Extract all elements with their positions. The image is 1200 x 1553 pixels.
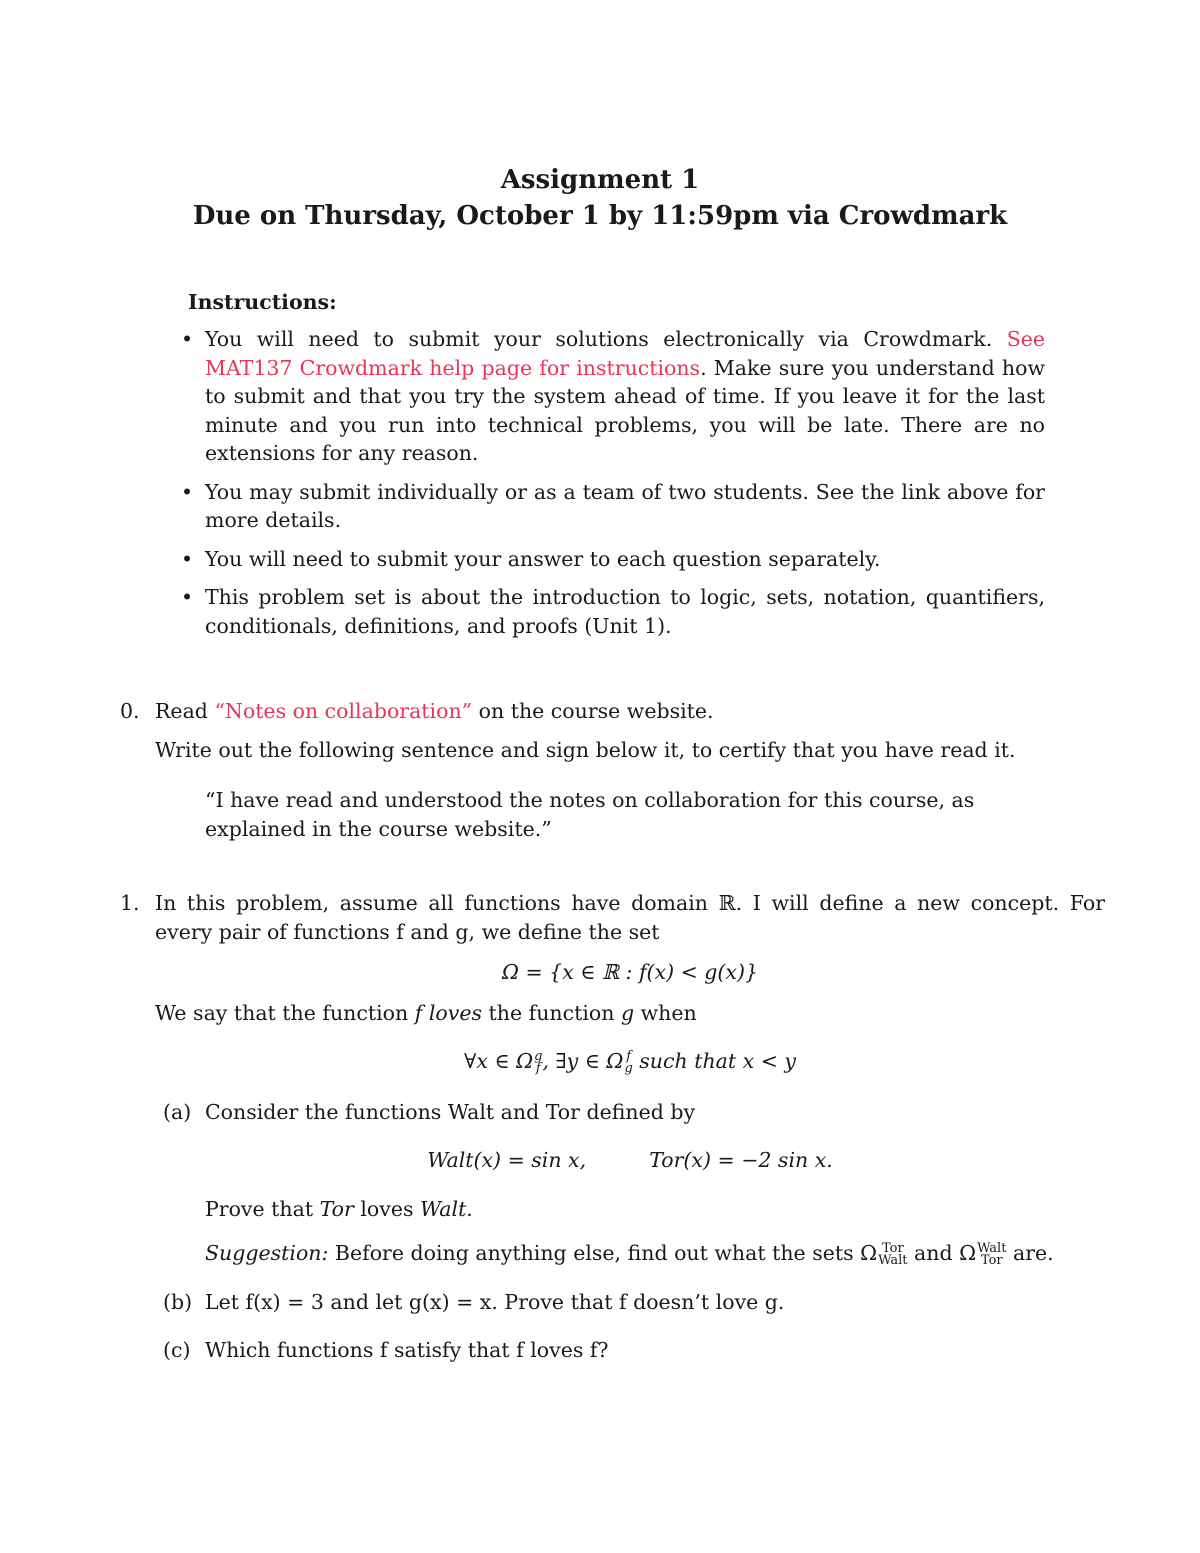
- instruction-item: • You may submit individually or as a team of two students. See the link above for more details.: [181, 479, 1045, 532]
- part-a: (a) Consider the functions Walt and Tor defined by Walt(x) = sin x, Tor(x) = −2 sin x. Prove that Tor loves Walt. Suggestion: Before doing anything else, find out what the sets Ω Tor Walt and Ω Walt Tor are.: [205, 1098, 1105, 1268]
- problem-number: 1.: [120, 891, 140, 915]
- instructions-heading: Instructions:: [188, 290, 337, 314]
- walt-tor-definitions: Walt(x) = sin x, Tor(x) = −2 sin x.: [427, 1148, 833, 1172]
- notes-on-collaboration-link[interactable]: “Notes on collaboration”: [214, 699, 473, 723]
- instruction-item: • You will need to submit your solutions electronically via Crowdmark. See MAT137 Crowdmark help page for instructions. Make sure you understand how to submit and that you try the system ahead of time. If you leave it for the last minute and you run into technical problems, you will be late. There are no extensions for any reason.: [181, 327, 1045, 465]
- problem-number: 0.: [120, 699, 140, 723]
- loves-condition: ∀x ∈ Ω g f , ∃y ∈ Ω f g such that x < y: [464, 1048, 796, 1076]
- bullet-icon: •: [181, 546, 194, 571]
- prove-statement: Prove that Tor loves Walt.: [205, 1196, 473, 1221]
- title-block: [0, 162, 1200, 234]
- bullet-icon: •: [181, 327, 194, 351]
- instruction-item: • This problem set is about the introduction to logic, sets, notation, quantifiers, conditionals, definitions, and proofs (Unit 1).: [181, 585, 1045, 638]
- assignment-title: Assignment 1: [500, 165, 700, 195]
- suggestion: Suggestion: Before doing anything else, find out what the sets Ω Tor Walt and Ω Walt Tor are.: [205, 1240, 1054, 1268]
- certification-quote: “I have read and understood the notes on collaboration for this course, as explained in the course website.”: [205, 788, 975, 841]
- problem-intro: In this problem, assume all functions have domain ℝ. I will define a new concept. For every pair of functions f and g, we define the set: [155, 891, 1105, 944]
- problem-0: [120, 697, 1105, 843]
- part-c: (c) Which functions f satisfy that f loves f?: [163, 1338, 609, 1362]
- instruction-item: • You will need to submit your answer to each question separately.: [205, 545, 1045, 574]
- problem-1: [120, 889, 1105, 1365]
- crowdmark-help-link[interactable]: See MAT137 Crowdmark help page for instructions: [205, 327, 1045, 380]
- bullet-icon: •: [181, 585, 194, 609]
- due-date: Due on Thursday, October 1 by 11:59pm via Crowdmark: [192, 201, 1008, 231]
- instructions-list: [181, 325, 1045, 650]
- write-instruction: Write out the following sentence and sign below it, to certify that you have read it.: [155, 737, 1016, 762]
- read-line: Read “Notes on collaboration” on the course website.: [155, 699, 714, 723]
- set-definition: Ω = {x ∈ ℝ : f(x) < g(x)}: [501, 960, 759, 984]
- bullet-icon: •: [181, 479, 194, 504]
- loves-definition-line: We say that the function f loves the function g when: [155, 1000, 697, 1025]
- part-b: (b) Let f(x) = 3 and let g(x) = x. Prove that f doesn’t love g.: [163, 1289, 785, 1314]
